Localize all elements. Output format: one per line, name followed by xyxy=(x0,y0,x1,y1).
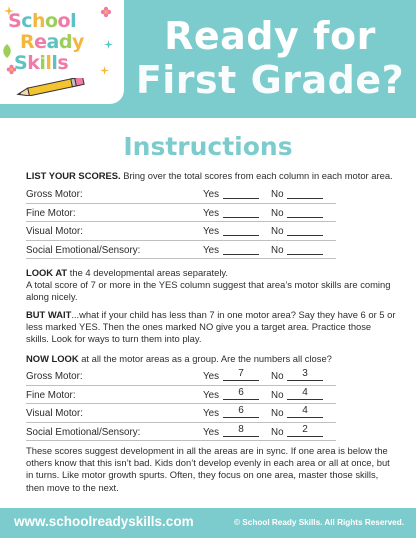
logo-line-skills: Skills xyxy=(14,52,69,74)
score-row xyxy=(26,386,336,405)
no-blank-line[interactable] xyxy=(287,254,323,255)
no-label: No xyxy=(271,426,284,438)
pencil-icon xyxy=(14,78,90,96)
no-blank-line[interactable] xyxy=(287,380,323,381)
yes-blank-line[interactable] xyxy=(223,436,259,437)
yes-label: Yes xyxy=(203,371,219,382)
no-label: No xyxy=(271,244,284,256)
motor-area-label: Visual Motor: xyxy=(26,226,83,237)
logo xyxy=(0,0,124,104)
header-banner xyxy=(0,0,416,118)
no-blank-line[interactable] xyxy=(287,217,323,218)
flower-icon xyxy=(100,6,112,18)
instruction-text: the 4 developmental areas separately. xyxy=(67,267,229,278)
no-label: No xyxy=(271,389,284,401)
page-title-line-1: Ready for xyxy=(164,14,376,58)
no-blank-line[interactable] xyxy=(287,417,323,418)
motor-area-label: Social Emotional/Sensory: xyxy=(26,244,141,256)
yes-blank-line[interactable] xyxy=(223,417,259,418)
no-score-value: 2 xyxy=(302,423,308,435)
instruction-list-scores xyxy=(26,170,396,182)
no-blank-line[interactable] xyxy=(287,436,323,437)
no-blank-line[interactable] xyxy=(287,235,323,236)
instruction-lead: LIST YOUR SCORES. xyxy=(26,170,121,181)
score-table-blank xyxy=(26,185,336,259)
yes-label: Yes xyxy=(203,389,219,401)
sparkle-icon xyxy=(104,40,113,49)
score-row xyxy=(26,404,336,423)
logo-line-school: School xyxy=(8,10,77,32)
yes-label: Yes xyxy=(203,189,219,200)
no-label: No xyxy=(271,189,284,200)
no-blank-line[interactable] xyxy=(287,198,323,199)
yes-label: Yes xyxy=(203,207,219,219)
instruction-text: A total score of 7 or more in the YES column suggest that area’s motor skills are coming along nicely. xyxy=(26,279,391,303)
yes-blank-line[interactable] xyxy=(223,198,259,199)
instruction-text: at all the motor areas as a group. Are the numbers all close? xyxy=(78,353,332,364)
yes-label: Yes xyxy=(203,244,219,256)
instruction-text: ...what if your child has less than 7 in one motor area? Say they have 6 or 5 or less marked YES. Then the ones marked NO give you a target area. Practice those skills. Look for ways to turn them into play. xyxy=(26,309,396,345)
score-row xyxy=(26,423,336,442)
yes-score-value: 8 xyxy=(238,423,244,435)
yes-score-value: 7 xyxy=(238,368,244,379)
score-row xyxy=(26,185,336,204)
score-row xyxy=(26,241,336,260)
instruction-text: Bring over the total scores from each column in each motor area. xyxy=(120,170,393,181)
score-table-example xyxy=(26,367,336,441)
no-label: No xyxy=(271,408,284,419)
logo-line-ready: Ready xyxy=(20,31,84,53)
yes-label: Yes xyxy=(203,426,219,438)
no-score-value: 4 xyxy=(302,405,308,416)
instruction-but-wait xyxy=(26,309,396,346)
motor-area-label: Gross Motor: xyxy=(26,189,83,200)
motor-area-label: Visual Motor: xyxy=(26,408,83,419)
score-row xyxy=(26,367,336,386)
footer-bar xyxy=(0,508,416,538)
yes-score-value: 6 xyxy=(238,386,244,398)
website-link[interactable]: www.schoolreadyskills.com xyxy=(14,514,194,529)
no-blank-line[interactable] xyxy=(287,399,323,400)
score-row xyxy=(26,222,336,241)
no-label: No xyxy=(271,371,284,382)
no-label: No xyxy=(271,226,284,237)
page-title-line-2: First Grade? xyxy=(135,58,405,102)
instruction-lead: NOW LOOK xyxy=(26,353,79,364)
motor-area-label: Fine Motor: xyxy=(26,389,76,401)
instruction-text: These scores suggest development in all the areas are in sync. If one area is below the others know that this isn’t bad. Kids don’t develop evenly in each area or all at once, but in turns. Like motor growth spurts. Often, they focus on one area, master those skills, then move to the next. xyxy=(26,445,390,493)
instruction-now-look xyxy=(26,353,396,365)
yes-blank-line[interactable] xyxy=(223,380,259,381)
yes-score-value: 6 xyxy=(238,405,244,416)
no-score-value: 3 xyxy=(302,368,308,379)
motor-area-label: Gross Motor: xyxy=(26,371,83,382)
section-heading: Instructions xyxy=(123,132,293,161)
score-row xyxy=(26,204,336,223)
yes-blank-line[interactable] xyxy=(223,254,259,255)
instruction-lead: BUT WAIT xyxy=(26,309,72,320)
no-score-value: 4 xyxy=(302,386,308,398)
sparkle-icon xyxy=(100,66,109,75)
instruction-look-at xyxy=(26,267,396,304)
instruction-lead: LOOK AT xyxy=(26,267,68,278)
copyright-notice: © School Ready Skills. All Rights Reserved. xyxy=(234,518,404,527)
leaf-icon xyxy=(2,44,12,58)
no-label: No xyxy=(271,207,284,219)
instruction-summary xyxy=(26,445,396,494)
yes-blank-line[interactable] xyxy=(223,217,259,218)
yes-label: Yes xyxy=(203,408,219,419)
motor-area-label: Social Emotional/Sensory: xyxy=(26,426,141,438)
yes-label: Yes xyxy=(203,226,219,237)
yes-blank-line[interactable] xyxy=(223,399,259,400)
yes-blank-line[interactable] xyxy=(223,235,259,236)
motor-area-label: Fine Motor: xyxy=(26,207,76,219)
